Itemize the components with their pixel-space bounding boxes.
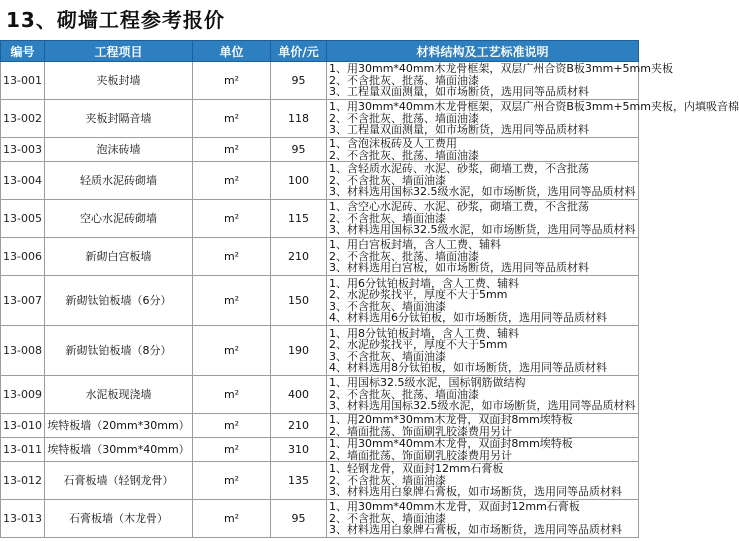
- row-description: [327, 462, 639, 500]
- page-title: 13、砌墙工程参考报价: [6, 8, 225, 32]
- table-row: [1, 414, 639, 438]
- row-description: [327, 138, 639, 162]
- table-row: [1, 438, 639, 462]
- row-code: 13-004: [1, 162, 45, 200]
- row-description: [327, 376, 639, 414]
- description-line: 3、材料选用白象牌石膏板，如市场断货，选用同等品质材料: [329, 523, 622, 537]
- description-line: 1、用白宫板封墙，含人工费、辅料: [329, 238, 501, 252]
- description-line: 3、材料选用白宫板，如市场断货，选用同等品质材料: [329, 261, 589, 275]
- description-line: 2、水泥砂浆找平，厚度不大于5mm: [329, 288, 508, 301]
- row-price: 115: [271, 200, 327, 238]
- row-item: 石膏板墙（木龙骨）: [45, 500, 193, 538]
- row-price: 95: [271, 62, 327, 100]
- row-price: 210: [271, 414, 327, 438]
- row-description: [327, 162, 639, 200]
- header-code: 编号: [1, 41, 45, 62]
- row-unit: m²: [193, 200, 271, 238]
- header-unit: 单位: [193, 41, 271, 62]
- row-item: 埃特板墙（20mm*30mm）: [45, 414, 193, 438]
- row-unit: m²: [193, 238, 271, 276]
- description-line: 3、工程量双面测量，如市场断货，选用同等品质材料: [329, 123, 589, 137]
- row-price: 100: [271, 162, 327, 200]
- table-row: [1, 162, 639, 200]
- table-row: [1, 62, 639, 100]
- table-body: [1, 62, 739, 538]
- row-unit: m²: [193, 138, 271, 162]
- row-item: 轻质水泥砖砌墙: [45, 162, 193, 200]
- price-table: [0, 40, 739, 538]
- row-item: 空心水泥砖砌墙: [45, 200, 193, 238]
- row-description: [327, 200, 639, 238]
- description-line: 3、不含批灰、墙面油漆: [329, 349, 446, 363]
- description-line: 1、用30mm*40mm木龙骨，双面封12mm石膏板: [329, 500, 580, 514]
- header-desc: 材料结构及工艺标准说明: [327, 41, 639, 62]
- row-item: 埃特板墙（30mm*40mm）: [45, 438, 193, 462]
- row-price: 400: [271, 376, 327, 414]
- description-line: 4、材料选用6分钛铂板，如市场断货，选用同等品质材料: [329, 311, 607, 324]
- description-line: 4、材料选用8分钛铂板，如市场断货，选用同等品质材料: [329, 361, 607, 374]
- description-line: 3、材料选用国标32.5级水泥，如市场断货，选用同等品质材料: [329, 185, 636, 199]
- row-price: 310: [271, 438, 327, 462]
- description-line: 2、墙面批荡、饰面刷乳胶漆费用另计: [329, 448, 512, 462]
- row-price: 135: [271, 462, 327, 500]
- row-price: 210: [271, 238, 327, 276]
- row-description: [327, 62, 673, 100]
- table-row: [1, 376, 639, 414]
- row-code: 13-001: [1, 62, 45, 100]
- row-code: 13-010: [1, 414, 45, 438]
- table-row: [1, 238, 639, 276]
- row-item: 夹板封墙: [45, 62, 193, 100]
- description-line: 1、用30mm*40mm木龙骨框架，双层广州合资B板3mm+5mm夹板: [329, 62, 673, 76]
- table-row: [1, 138, 639, 162]
- description-line: 3、材料选用国标32.5级水泥，如市场断货，选用同等品质材料: [329, 223, 636, 237]
- description-line: 1、用30mm*40mm木龙骨，双面封8mm埃特板: [329, 437, 573, 450]
- table-row: [1, 276, 639, 326]
- description-line: 1、用8分钛铂板封墙，含人工费、辅料: [329, 326, 519, 340]
- table-header-row: [1, 41, 639, 62]
- description-line: 2、墙面批荡、饰面刷乳胶漆费用另计: [329, 424, 512, 438]
- header-item: 工程项目: [45, 41, 193, 62]
- row-price: 95: [271, 500, 327, 538]
- row-code: 13-002: [1, 100, 45, 138]
- row-item: 夹板封隔音墙: [45, 100, 193, 138]
- description-line: 2、不含批灰、墙面油漆: [329, 473, 446, 487]
- description-line: 2、不含批灰、墙面油漆: [329, 173, 446, 187]
- row-item: 新砌钛铂板墙（8分）: [45, 326, 193, 376]
- row-code: 13-012: [1, 462, 45, 500]
- row-unit: m²: [193, 500, 271, 538]
- description-line: 1、含空心水泥砖、水泥、砂浆，砌墙工费，不含批荡: [329, 200, 589, 214]
- description-line: 1、用6分钛铂板封墙，含人工费、辅料: [329, 276, 519, 290]
- row-description: [327, 238, 639, 276]
- row-code: 13-003: [1, 138, 45, 162]
- row-price: 190: [271, 326, 327, 376]
- row-code: 13-007: [1, 276, 45, 326]
- row-unit: m²: [193, 276, 271, 326]
- description-line: 2、水泥砂浆找平，厚度不大于5mm: [329, 338, 508, 351]
- row-code: 13-013: [1, 500, 45, 538]
- row-code: 13-006: [1, 238, 45, 276]
- description-line: 2、不含批灰、批荡、墙面油漆: [329, 249, 479, 263]
- row-unit: m²: [193, 376, 271, 414]
- row-unit: m²: [193, 100, 271, 138]
- row-code: 13-005: [1, 200, 45, 238]
- description-line: 3、材料选用国标32.5级水泥，如市场断货，选用同等品质材料: [329, 399, 636, 413]
- row-description: [327, 326, 639, 376]
- table-row: [1, 500, 639, 538]
- row-description: [327, 438, 639, 462]
- description-line: 2、不含批灰、批荡、墙面油漆: [329, 111, 479, 125]
- row-code: 13-008: [1, 326, 45, 376]
- header-price: 单价/元: [271, 41, 327, 62]
- table-row: [1, 462, 639, 500]
- row-description: [327, 100, 739, 138]
- row-description: [327, 500, 639, 538]
- row-unit: m²: [193, 438, 271, 462]
- description-line: 1、用20mm*30mm木龙骨，双面封8mm埃特板: [329, 413, 573, 426]
- description-line: 1、轻钢龙骨，双面封12mm石膏板: [329, 462, 504, 476]
- description-line: 3、工程量双面测量，如市场断货，选用同等品质材料: [329, 85, 589, 99]
- table-row: [1, 100, 639, 138]
- row-item: 水泥板现浇墙: [45, 376, 193, 414]
- description-line: 1、用国标32.5级水泥，国标钢筋做结构: [329, 376, 526, 390]
- row-price: 118: [271, 100, 327, 138]
- description-line: 2、不含批灰、批荡、墙面油漆: [329, 73, 479, 87]
- row-unit: m²: [193, 62, 271, 100]
- row-item: 石膏板墙（轻钢龙骨）: [45, 462, 193, 500]
- table-row: [1, 326, 639, 376]
- description-line: 1、含泡沫板砖及人工费用: [329, 137, 457, 150]
- description-line: 2、不含批灰、批荡、墙面油漆: [329, 387, 479, 401]
- row-price: 150: [271, 276, 327, 326]
- row-description: [327, 414, 639, 438]
- table-row: [1, 200, 639, 238]
- row-code: 13-011: [1, 438, 45, 462]
- description-line: 3、材料选用白象牌石膏板，如市场断货，选用同等品质材料: [329, 485, 622, 499]
- description-line: 2、不含批灰、批荡、墙面油漆: [329, 148, 479, 162]
- row-price: 95: [271, 138, 327, 162]
- row-item: 新砌白宫板墙: [45, 238, 193, 276]
- row-unit: m²: [193, 462, 271, 500]
- description-line: 3、不含批灰、墙面油漆: [329, 299, 446, 313]
- row-code: 13-009: [1, 376, 45, 414]
- description-line: 2、不含批灰、墙面油漆: [329, 211, 446, 225]
- row-unit: m²: [193, 162, 271, 200]
- description-line: 2、不含批灰、墙面油漆: [329, 511, 446, 525]
- description-line: 1、用30mm*40mm木龙骨框架，双层广州合资B板3mm+5mm夹板，内填吸音棉: [329, 100, 739, 114]
- row-unit: m²: [193, 414, 271, 438]
- description-line: 1、含轻质水泥砖、水泥、砂浆，砌墙工费，不含批荡: [329, 162, 589, 176]
- row-unit: m²: [193, 326, 271, 376]
- row-description: [327, 276, 639, 326]
- row-item: 泡沫砖墙: [45, 138, 193, 162]
- row-item: 新砌钛铂板墙（6分）: [45, 276, 193, 326]
